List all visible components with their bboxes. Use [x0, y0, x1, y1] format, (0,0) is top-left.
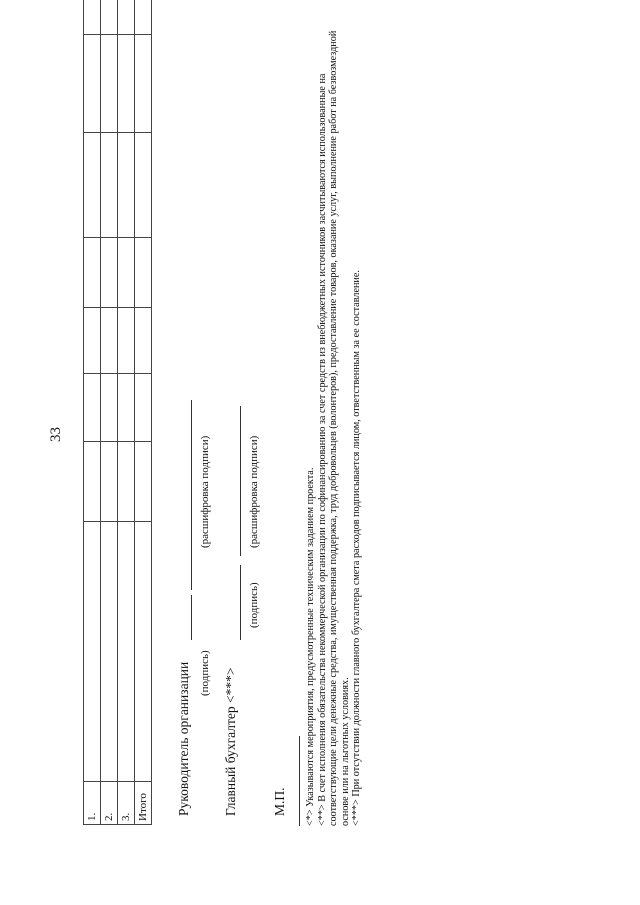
table-cell [101, 133, 118, 238]
chief-accountant-label: Главный бухгалтер <***> [223, 667, 238, 816]
footnote-1: <*> Указываются мероприятия, предусмотренные техническим заданием проекта. [305, 467, 316, 826]
table-cell: 1. [84, 782, 101, 825]
table-cell [101, 0, 118, 35]
footnote-3: <***> При отсутствии должности главного бухгалтера смета расходов подписывается лицом, ответственным за ее составление. [351, 270, 363, 826]
expense-table [83, 0, 152, 825]
accountant-decode-line [240, 406, 241, 556]
table-cell [135, 522, 152, 782]
table-cell: Итого [135, 782, 152, 825]
table-cell [135, 308, 152, 374]
rotated-page-content [10, 18, 630, 848]
table-cell [84, 308, 101, 374]
accountant-signature-caption: (подпись) [248, 582, 260, 628]
table-row [118, 0, 135, 825]
table-cell [118, 35, 135, 133]
table-cell: 3. [118, 782, 135, 825]
page-number: 33 [48, 427, 64, 442]
head-decode-caption: (расшифровка подписи) [199, 435, 211, 548]
table-cell [101, 308, 118, 374]
table-cell [101, 374, 118, 442]
table-cell [84, 238, 101, 308]
footnote-separator [299, 736, 300, 826]
accountant-signature-line [240, 565, 241, 640]
table-cell [84, 374, 101, 442]
table-cell [101, 442, 118, 522]
table-row [84, 0, 101, 825]
table-cell [135, 442, 152, 522]
table-cell [84, 442, 101, 522]
table-cell [135, 35, 152, 133]
table-cell [118, 522, 135, 782]
head-decode-line [191, 400, 192, 590]
head-signature-caption: (подпись) [199, 650, 211, 696]
table-cell [135, 238, 152, 308]
table-cell [84, 522, 101, 782]
table-row [135, 0, 152, 825]
table-cell [118, 0, 135, 35]
table-cell [135, 133, 152, 238]
accountant-decode-caption: (расшифровка подписи) [248, 435, 260, 548]
table-cell [84, 0, 101, 35]
table-cell [118, 238, 135, 308]
table-cell [118, 308, 135, 374]
table-cell [101, 35, 118, 133]
footnote-2: <**> В счет исполнения обязательства некоммерческой организации по софинансированию за счет средств из внебюджетных источников засчитываются использованные на соответствующие цели денежные средства, имущественная поддержка, труд добровольцев (волонтеров), предоставление товаров, оказание услуг, выполнение работ на безвозмездной основе или на льготных условиях. [316, 30, 351, 826]
table-cell [118, 133, 135, 238]
table-cell [101, 522, 118, 782]
table-cell [84, 133, 101, 238]
head-signature-line [191, 595, 192, 640]
table-cell [135, 374, 152, 442]
table-row [101, 0, 118, 825]
table-cell [84, 35, 101, 133]
table-cell [135, 0, 152, 35]
head-of-organization-label: Руководитель организации [176, 661, 191, 816]
table-cell [118, 442, 135, 522]
table-cell [118, 374, 135, 442]
stamp-label: М.П. [272, 787, 287, 816]
footnotes [305, 26, 363, 826]
table-cell: 2. [101, 782, 118, 825]
table-cell [101, 238, 118, 308]
